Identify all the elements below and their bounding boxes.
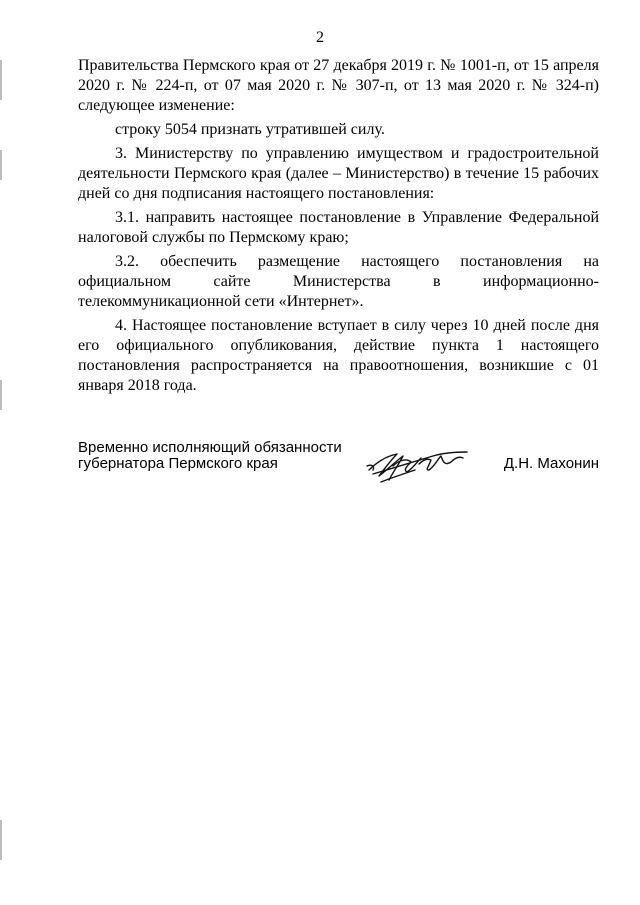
scan-margin-marks <box>0 0 4 905</box>
paragraph-item-3: 3. Министерству по управлению имуществом и градостроительной деятельности Пермского края (далее – Министерство) в течение 15 рабочих дней со дня подписания настоящего постановления: <box>78 145 599 202</box>
signatory-title-line-2: губернатора Пермского края <box>78 455 278 472</box>
page-number: 2 <box>316 29 324 46</box>
handwritten-signature <box>363 440 483 488</box>
document-body <box>78 56 599 400</box>
paragraph-continuation: Правительства Пермского края от 27 декабря 2019 г. № 1001-п, от 15 апреля 2020 г. № 224-п, от 07 мая 2020 г. № 307-п, от 13 мая 2020 г. № 324-п) следующее изменение: <box>78 57 599 114</box>
paragraph-item-3-1: 3.1. направить настоящее постановление в Управление Федеральной налоговой службы по Пермскому краю; <box>78 209 599 246</box>
paragraph-item-4: 4. Настоящее постановление вступает в силу через 10 дней после дня его официального опубликования, действие пункта 1 настоящего постановления распространяется на правоотношения, возникшие с 01 января 2018 года. <box>78 317 599 394</box>
signatory-title-line-1: Временно исполняющий обязанности <box>78 439 342 456</box>
signatory-name: Д.Н. Махонин <box>503 455 599 472</box>
paragraph-item-3-2: 3.2. обеспечить размещение настоящего постановления на официальном сайте Министерства в информационно-телекоммуникационной сети «Интернет». <box>78 253 599 310</box>
paragraph-repeal-line: строку 5054 признать утратившей силу. <box>115 121 385 138</box>
signature-block <box>78 440 599 500</box>
signatory-title <box>78 440 342 472</box>
